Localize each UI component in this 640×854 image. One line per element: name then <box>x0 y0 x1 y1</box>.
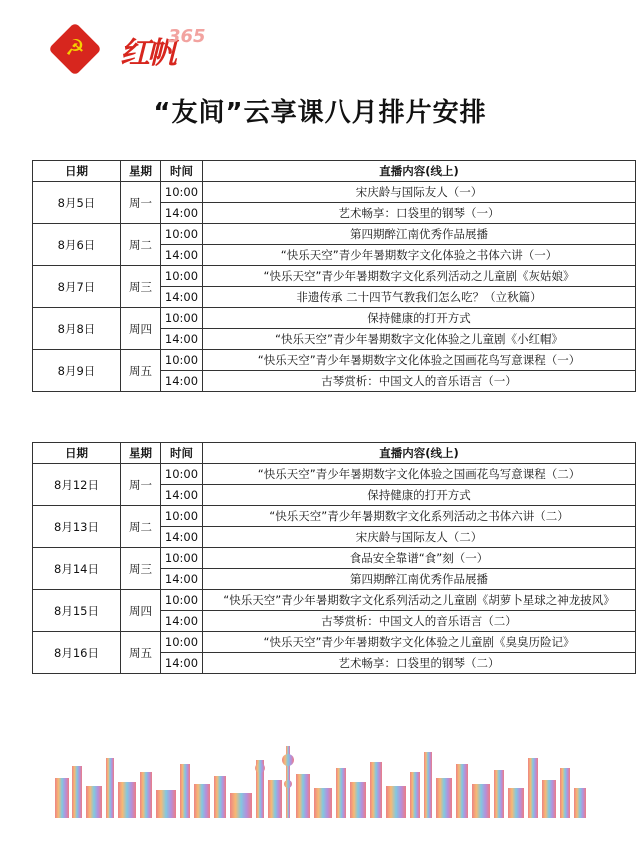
table-row <box>33 350 636 371</box>
weekday-cell: 周五 <box>121 350 161 392</box>
weekday-cell: 周三 <box>121 548 161 590</box>
time-cell: 14:00 <box>161 329 203 350</box>
content-cell: 古琴赏析：中国文人的音乐语言（一） <box>203 371 636 392</box>
table-row <box>33 266 636 287</box>
content-cell: 食品安全靠谱“食”刻（一） <box>203 548 636 569</box>
header-weekday: 星期 <box>121 161 161 182</box>
time-cell: 14:00 <box>161 203 203 224</box>
time-cell: 14:00 <box>161 569 203 590</box>
city-skyline-illustration <box>50 738 590 818</box>
date-cell: 8月7日 <box>33 266 121 308</box>
content-cell: “快乐天空”青少年暑期数字文化体验之国画花鸟写意课程（一） <box>203 350 636 371</box>
date-cell: 8月9日 <box>33 350 121 392</box>
weekday-cell: 周二 <box>121 506 161 548</box>
time-cell: 14:00 <box>161 653 203 674</box>
page-title: “友间”云享课八月排片安排 <box>153 98 487 128</box>
time-cell: 10:00 <box>161 266 203 287</box>
content-cell: “快乐天空”青少年暑期数字文化系列活动之儿童剧《灰姑娘》 <box>203 266 636 287</box>
header-content: 直播内容(线上) <box>203 161 636 182</box>
header-weekday: 星期 <box>121 443 161 464</box>
content-cell: 保持健康的打开方式 <box>203 485 636 506</box>
content-cell: 保持健康的打开方式 <box>203 308 636 329</box>
weekday-cell: 周三 <box>121 266 161 308</box>
table-row <box>33 224 636 245</box>
weekday-cell: 周四 <box>121 590 161 632</box>
time-cell: 10:00 <box>161 632 203 653</box>
table-row <box>33 182 636 203</box>
content-cell: “快乐天空”青少年暑期数字文化体验之儿童剧《臭臭历险记》 <box>203 632 636 653</box>
time-cell: 10:00 <box>161 308 203 329</box>
content-cell: “快乐天空”青少年暑期数字文化系列活动之儿童剧《胡萝卜星球之神龙披风》 <box>203 590 636 611</box>
weekday-cell: 周五 <box>121 632 161 674</box>
table-row <box>33 590 636 611</box>
time-cell: 10:00 <box>161 224 203 245</box>
schedule-table-week2 <box>32 442 636 674</box>
header-date: 日期 <box>33 443 121 464</box>
table-header-row <box>33 161 636 182</box>
date-cell: 8月14日 <box>33 548 121 590</box>
time-cell: 10:00 <box>161 590 203 611</box>
content-cell: “快乐天空”青少年暑期数字文化体验之儿童剧《小红帽》 <box>203 329 636 350</box>
date-cell: 8月13日 <box>33 506 121 548</box>
time-cell: 14:00 <box>161 611 203 632</box>
table-row <box>33 548 636 569</box>
header-time: 时间 <box>161 443 203 464</box>
content-cell: 第四期醉江南优秀作品展播 <box>203 569 636 590</box>
time-cell: 10:00 <box>161 548 203 569</box>
weekday-cell: 周二 <box>121 224 161 266</box>
brand-script-logo: 红帆 <box>120 36 174 71</box>
schedule-table-week1 <box>32 160 636 392</box>
time-cell: 14:00 <box>161 485 203 506</box>
header-time: 时间 <box>161 161 203 182</box>
weekday-cell: 周四 <box>121 308 161 350</box>
date-cell: 8月15日 <box>33 590 121 632</box>
party-emblem-logo <box>48 22 102 76</box>
content-cell: 宋庆龄与国际友人（一） <box>203 182 636 203</box>
weekday-cell: 周一 <box>121 464 161 506</box>
date-cell: 8月6日 <box>33 224 121 266</box>
date-cell: 8月16日 <box>33 632 121 674</box>
brand-number-logo: 365 <box>168 26 206 47</box>
time-cell: 14:00 <box>161 287 203 308</box>
table-row <box>33 632 636 653</box>
table-row <box>33 506 636 527</box>
table-row <box>33 464 636 485</box>
date-cell: 8月5日 <box>33 182 121 224</box>
time-cell: 14:00 <box>161 527 203 548</box>
time-cell: 10:00 <box>161 350 203 371</box>
weekday-cell: 周一 <box>121 182 161 224</box>
time-cell: 10:00 <box>161 464 203 485</box>
table-row <box>33 308 636 329</box>
content-cell: “快乐天空”青少年暑期数字文化体验之国画花鸟写意课程（二） <box>203 464 636 485</box>
content-cell: “快乐天空”青少年暑期数字文化体验之书体六讲（一） <box>203 245 636 266</box>
date-cell: 8月8日 <box>33 308 121 350</box>
time-cell: 14:00 <box>161 371 203 392</box>
time-cell: 14:00 <box>161 245 203 266</box>
content-cell: “快乐天空”青少年暑期数字文化系列活动之书体六讲（二） <box>203 506 636 527</box>
table-header-row <box>33 443 636 464</box>
header-date: 日期 <box>33 161 121 182</box>
date-cell: 8月12日 <box>33 464 121 506</box>
content-cell: 宋庆龄与国际友人（二） <box>203 527 636 548</box>
content-cell: 艺术畅享：口袋里的钢琴（一） <box>203 203 636 224</box>
content-cell: 第四期醉江南优秀作品展播 <box>203 224 636 245</box>
content-cell: 非遗传承 二十四节气教我们怎么吃？（立秋篇） <box>203 287 636 308</box>
time-cell: 10:00 <box>161 506 203 527</box>
hammer-sickle-icon: ☭ <box>65 36 85 61</box>
content-cell: 古琴赏析：中国文人的音乐语言（二） <box>203 611 636 632</box>
content-cell: 艺术畅享：口袋里的钢琴（二） <box>203 653 636 674</box>
time-cell: 10:00 <box>161 182 203 203</box>
header-content: 直播内容(线上) <box>203 443 636 464</box>
